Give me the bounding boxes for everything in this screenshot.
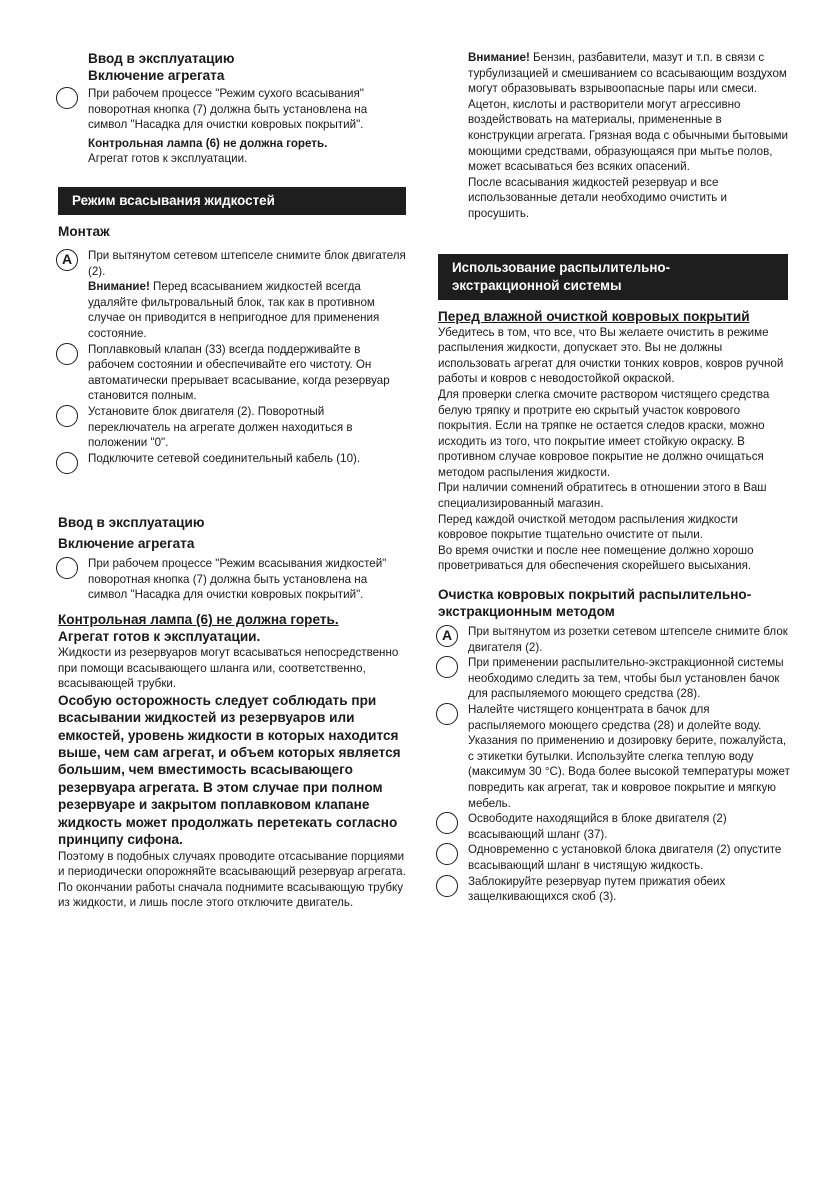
step-circle-icon: [436, 875, 458, 897]
before-paragraph-5: Во время очистки и после нее помещение должно хорошо проветриваться для обеспечения скорейшего высыхания.: [438, 543, 754, 573]
paragraph-finish: По окончании работы сначала поднимите всасывающую трубку из жидкости, и лишь после этого отключите двигатель.: [58, 880, 404, 910]
ready-note: Агрегат готов к эксплуатации.: [88, 152, 248, 166]
section-bar-spray-extraction: Использование распылительно-экстракционной системы: [438, 254, 788, 300]
step-circle-icon: [56, 452, 78, 474]
montage-step-2: Поплавковый клапан (33) всегда поддерживайте в рабочем состоянии и обеспечивайте его чистоту. Он автоматически прерывает всасывание, когда резервуар становится полным.: [58, 342, 408, 404]
step-circle-icon: [56, 557, 78, 579]
section-title-commissioning: Ввод в эксплуатацию: [88, 51, 235, 66]
step-circle-icon: [436, 703, 458, 725]
lamp-note-2: Контрольная лампа (6) не должна гореть.: [58, 612, 339, 628]
step-dry-mode: При рабочем процессе "Режим сухого всасывания" поворотная кнопка (7) должна быть установлена на символ "Насадка для очистки ковровых покрытий". Контрольная лампа (6) не должна гореть. Агрегат готов к эксплуатации.: [58, 86, 408, 167]
step-circle-icon: [436, 656, 458, 678]
warning-label: Внимание!: [88, 280, 150, 294]
section-bar-liquid-suction: Режим всасывания жидкостей: [58, 187, 406, 215]
warning-text: Перед всасыванием жидкостей всегда удаляйте фильтровальный блок, так как в противном случае он приводится в непригодное для применения состояние.: [88, 280, 380, 340]
circled-a-icon: A: [56, 249, 78, 271]
left-column: [58, 50, 408, 911]
section-subtitle-switch-on: Включение агрегата: [88, 68, 225, 83]
lamp-note: Контрольная лампа (6) не должна гореть.: [88, 136, 328, 150]
montage-step-4: Подключите сетевой соединительный кабель (10).: [58, 451, 408, 467]
montage-title: Монтаж: [58, 223, 110, 239]
paragraph-portions: Поэтому в подобных случаях проводите отсасывание порциями и периодически опорожняйте всасывающий резервуар агрегата.: [58, 849, 406, 879]
paragraph-acids: Ацетон, кислоты и растворители могут агрессивно воздействовать на материалы, примененные в конструкции агрегата. Грязная вода с обычными бытовыми моющими средствами, образующаяся при мытье полов, может всасываться без всяких опасений.: [468, 97, 788, 174]
montage-step-3: Установите блок двигателя (2). Поворотный переключатель на агрегате должен находиться в положении "0".: [58, 404, 408, 451]
cleaning-step-4: Освободите находящийся в блоке двигателя (2) всасывающий шланг (37).: [438, 811, 790, 842]
warning-label-right: Внимание!: [468, 51, 530, 64]
cleaning-step-1: A При вытянутом из розетки сетевом штепселе снимите блок двигателя (2).: [438, 624, 790, 655]
montage-step-1: A При вытянутом сетевом штепселе снимите блок двигателя (2). Внимание! Перед всасыванием жидкостей всегда удаляйте фильтровальный блок, так как в противном случае он приводится в непригодное для применения состояние.: [58, 248, 408, 342]
step-liquid-mode: При рабочем процессе "Режим всасывания жидкостей" поворотная кнопка (7) должна быть установлена на символ "Насадка для очистки ковровых покрытий".: [58, 556, 408, 603]
section-title-commissioning-2: Ввод в эксплуатацию: [58, 515, 205, 531]
before-paragraph-1: Убедитесь в том, что все, что Вы желаете очистить в режиме распыления жидкости, допускает это. Вы не должны использовать агрегат для очистки тонких ковров, ковров ручной работы и ковров с неводостойкой окраской.: [438, 325, 784, 386]
step-circle-icon: [56, 87, 78, 109]
step-circle-icon: [436, 843, 458, 865]
ready-note-2: Агрегат готов к эксплуатации.: [58, 629, 261, 645]
cleaning-step-6: Заблокируйте резервуар путем прижатия обеих защелкивающихся скоб (3).: [438, 874, 790, 905]
before-paragraph-4: Перед каждой очисткой методом распыления жидкости ковровое покрытие тщательно очистите от пыли.: [438, 512, 738, 542]
right-column: [438, 50, 790, 905]
before-paragraph-3: При наличии сомнений обратитесь в отношении этого в Ваш специализированный магазин.: [438, 481, 767, 511]
caution-paragraph: Особую осторожность следует соблюдать при всасывании жидкостей из резервуаров или емкостей, уровень жидкости в которых находится выше, чем сам агрегат, и объем которых является большим, чем вместимость всасывающего резервуара агрегата. В этом случае при полном резервуаре и закрытом поплавковом клапане жидкость может продолжать перетекать согласно принципу сифона.: [58, 692, 401, 848]
step-circle-icon: [56, 343, 78, 365]
before-cleaning-title: Перед влажной очисткой ковровых покрытий: [438, 308, 750, 324]
before-paragraph-2: Для проверки слегка смочите раствором чистящего средства белую тряпку и протрите ею скрытый участок коврового покрытия. Если на тряпке не остается следов краски, можно исходить из того, что покрытие имеет стойкую окраску. В противном случае ковровое покрытие не должно очищаться методом распыления жидкости.: [438, 387, 770, 479]
cleaning-step-3: Налейте чистящего концентрата в бачок для распыляемого моющего средства (28) и долейте воду. Указания по применению и дозировку берите, пожалуйста, с этикетки бутылки. Используйте слегка теплую воду (максимум 30 °C). Вода более высокой температуры может повредить как агрегат, так и ковровое покрытие и мягкую мебель.: [438, 702, 790, 811]
warning-text-right: Бензин, разбавители, мазут и т.п. в связи с турбулизацией и смешиванием со всасывающим воздухом могут образовывать взрывоопасные пары или смеси.: [468, 51, 787, 96]
step-circle-icon: [56, 405, 78, 427]
section-subtitle-switch-on-2: Включение агрегата: [58, 536, 195, 552]
cleaning-step-5: Одновременно с установкой блока двигателя (2) опустите всасывающий шланг в чистящую жидкость.: [438, 842, 790, 873]
cleaning-step-2: При применении распылительно-экстракционной системы необходимо следить за тем, чтобы был установлен бачок для распыляемого моющего средства (28).: [438, 655, 790, 702]
step-circle-icon: [436, 812, 458, 834]
carpet-cleaning-title: Очистка ковровых покрытий распылительно-экстракционным методом: [438, 587, 752, 620]
circled-a-icon: A: [436, 625, 458, 647]
paragraph-direct-suction: Жидкости из резервуаров могут всасываться непосредственно при помощи всасывающего шланга или, соответственно, всасывающей трубки.: [58, 646, 399, 691]
paragraph-after-suction: После всасывания жидкостей резервуар и все использованные детали необходимо очистить и просушить.: [468, 175, 728, 220]
